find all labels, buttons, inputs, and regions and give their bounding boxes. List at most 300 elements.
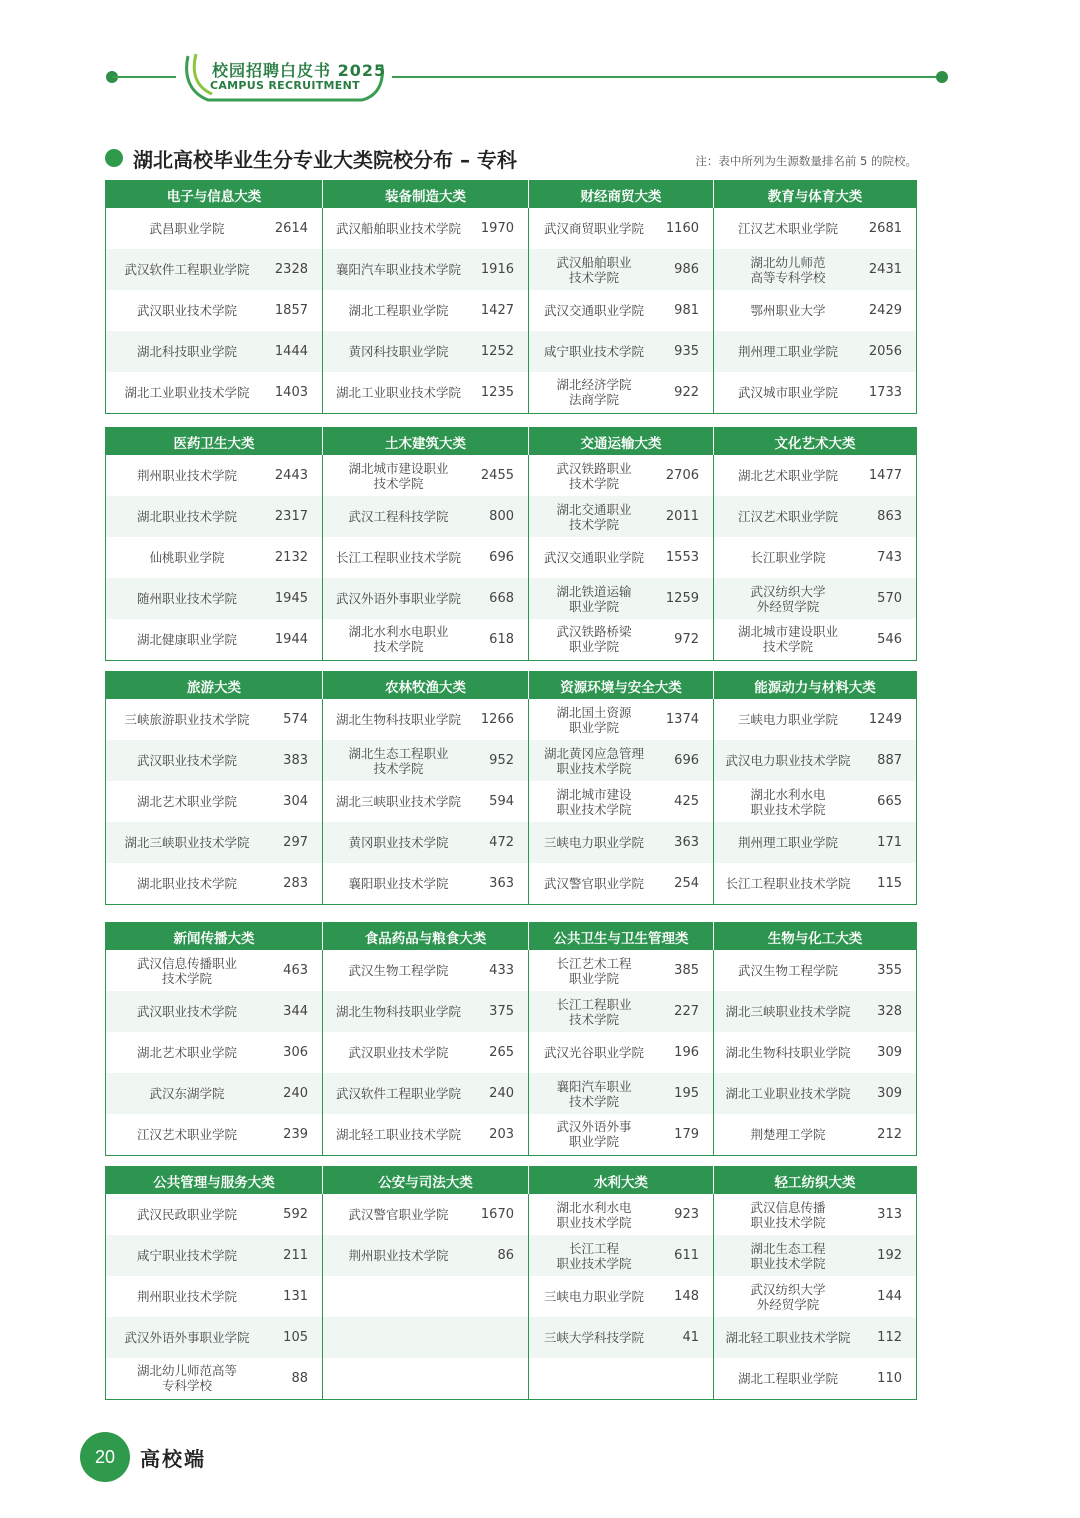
category-header: 装备制造大类 [323,181,529,209]
table-row [106,578,917,619]
graduate-count: 1916 [480,262,514,277]
school-name: 湖北轻工职业技术学院 [725,1330,851,1345]
school-name: 随州职业技术学院 [136,591,237,606]
school-name: 武汉铁路职业 技术学院 [556,460,632,491]
table-row [106,1276,917,1317]
school-cell [323,781,529,822]
category-header: 资源环境与安全大类 [529,672,714,700]
school-name: 湖北经济学院 法商学院 [556,377,632,408]
graduate-count: 1266 [480,712,514,727]
graduate-count: 86 [497,1248,514,1263]
school-cell [529,331,714,372]
school-name: 荆州职业技术学院 [136,1289,237,1304]
table-row [106,1235,917,1276]
category-header: 文化艺术大类 [714,428,917,456]
school-name: 湖北国土资源 职业学院 [556,704,632,735]
table-row [106,290,917,331]
school-cell [714,249,917,290]
school-cell [714,781,917,822]
school-cell [106,208,323,249]
page-title: 湖北高校毕业生分专业大类院校分布 – 专科 [133,148,517,172]
table-row [106,1114,917,1155]
title-bullet-icon [105,149,123,167]
graduate-count: 2011 [665,509,699,524]
school-cell [529,822,714,863]
graduate-count: 2132 [274,550,308,565]
graduate-count: 743 [877,550,902,565]
graduate-count: 265 [489,1045,514,1060]
school-cell [106,1317,323,1358]
graduate-count: 986 [674,262,699,277]
table-row [106,619,917,660]
graduate-count: 363 [674,835,699,850]
school-name: 武汉职业技术学院 [136,303,237,318]
school-cell [529,863,714,904]
school-name: 黄冈科技职业学院 [348,344,449,359]
graduate-count: 433 [489,963,514,978]
school-cell [714,699,917,740]
school-cell [106,1235,323,1276]
table-row [106,372,917,413]
school-cell [714,455,917,496]
school-cell [323,1073,529,1114]
graduate-count: 1160 [665,221,699,236]
category-header: 公安与司法大类 [323,1167,529,1195]
school-cell [714,991,917,1032]
graduate-count: 383 [283,753,308,768]
graduate-count: 1252 [480,344,514,359]
graduate-count: 668 [489,591,514,606]
header-left-line [112,76,176,78]
school-name: 长江工程职业 技术学院 [556,996,632,1027]
category-header: 交通运输大类 [529,428,714,456]
school-cell [529,455,714,496]
graduate-count: 195 [674,1086,699,1101]
page-header [0,0,1080,120]
school-cell [714,950,917,991]
school-cell [714,1032,917,1073]
section-title-row [105,143,917,173]
school-name: 荆楚理工学院 [750,1126,826,1142]
graduate-count: 472 [489,835,514,850]
graduate-count: 618 [489,631,514,647]
school-name: 湖北水利水电 职业技术学院 [750,786,826,817]
school-cell [529,1358,714,1399]
school-name: 湖北工业职业技术学院 [124,384,250,400]
graduate-count: 1857 [274,303,308,318]
school-cell [323,208,529,249]
school-cell [714,822,917,863]
graduate-count: 935 [674,344,699,359]
school-name: 武汉船舶职业 技术学院 [556,254,632,285]
school-name: 湖北艺术职业学院 [136,794,237,809]
school-cell [529,740,714,781]
school-name: 武汉光谷职业学院 [543,1045,644,1060]
school-cell [323,290,529,331]
graduate-count: 594 [489,794,514,809]
school-cell [323,619,529,660]
graduate-count: 88 [291,1370,308,1386]
graduate-count: 328 [877,1004,902,1019]
school-cell [106,1276,323,1317]
graduate-count: 1970 [480,221,514,236]
school-name: 仙桃职业学院 [149,550,225,565]
category-header: 水利大类 [529,1167,714,1195]
graduate-count: 105 [283,1330,308,1345]
school-cell [714,208,917,249]
school-cell [106,822,323,863]
school-cell [529,699,714,740]
table-row [106,455,917,496]
graduate-count: 463 [283,963,308,978]
graduate-count: 131 [283,1289,308,1304]
graduate-count: 1403 [274,384,308,400]
school-name: 湖北工业职业技术学院 [725,1086,851,1101]
table-row [106,208,917,249]
school-cell [714,863,917,904]
school-name: 武汉信息传播 职业技术学院 [750,1199,826,1230]
school-name: 湖北黄冈应急管理 职业技术学院 [543,745,644,776]
graduate-count: 863 [877,509,902,524]
school-name: 湖北工程职业学院 [737,1370,838,1386]
school-cell [106,496,323,537]
graduate-count: 2443 [274,468,308,483]
school-name: 三峡电力职业学院 [543,835,644,850]
school-name: 湖北三峡职业技术学院 [335,794,461,809]
school-cell [714,372,917,413]
category-header: 教育与体育大类 [714,181,917,209]
table-row [106,331,917,372]
school-cell [106,537,323,578]
school-name: 咸宁职业技术学院 [543,344,644,359]
school-cell [529,1235,714,1276]
graduate-count: 1945 [274,591,308,606]
graduate-count: 211 [283,1248,308,1263]
school-name: 武汉警官职业学院 [348,1207,449,1222]
school-cell [529,1276,714,1317]
school-name: 武汉城市职业学院 [737,384,838,400]
category-header: 电子与信息大类 [106,181,323,209]
school-cell [323,578,529,619]
school-cell [323,699,529,740]
school-cell [323,1317,529,1358]
school-cell [714,619,917,660]
school-name: 湖北轻工职业技术学院 [335,1126,461,1142]
school-name: 武汉民政职业学院 [136,1207,237,1222]
table-row [106,950,917,991]
category-header: 医药卫生大类 [106,428,323,456]
school-cell [106,455,323,496]
school-cell [323,1032,529,1073]
school-name: 三峡大学科技学院 [543,1330,644,1345]
school-name: 武汉外语外事 职业学院 [556,1119,632,1150]
school-name: 武汉东湖学院 [149,1086,225,1101]
school-cell [529,496,714,537]
brand-logo [182,52,388,106]
school-name: 荆州职业技术学院 [348,1248,449,1263]
category-table [105,922,917,1156]
category-header: 公共管理与服务大类 [106,1167,323,1195]
school-cell [106,950,323,991]
school-name: 武汉职业技术学院 [136,1004,237,1019]
graduate-count: 696 [674,753,699,768]
graduate-count: 981 [674,303,699,318]
school-cell [106,699,323,740]
graduate-count: 363 [489,875,514,891]
graduate-count: 212 [877,1126,902,1142]
graduate-count: 1733 [868,384,902,400]
school-cell [323,331,529,372]
school-cell [529,208,714,249]
school-cell [323,863,529,904]
graduate-count: 115 [877,875,902,891]
graduate-count: 923 [674,1207,699,1222]
school-cell [323,1235,529,1276]
school-cell [106,1073,323,1114]
table-row [106,863,917,904]
school-cell [529,1073,714,1114]
graduate-count: 972 [674,631,699,647]
graduate-count: 546 [877,631,902,647]
school-name: 湖北城市建设职业 技术学院 [348,460,449,491]
table-row [106,991,917,1032]
school-name: 襄阳汽车职业技术学院 [335,262,461,277]
graduate-count: 240 [283,1086,308,1101]
school-cell [323,249,529,290]
school-name: 襄阳职业技术学院 [348,875,449,891]
school-name: 湖北工业职业技术学院 [335,384,461,400]
school-name: 三峡电力职业学院 [737,712,838,727]
school-cell [106,991,323,1032]
school-name: 长江工程职业技术学院 [725,875,851,891]
school-cell [529,290,714,331]
brand-title-cn: 校园招聘白皮书 2025 [212,61,387,80]
school-cell [714,1194,917,1235]
school-name: 长江工程职业技术学院 [335,550,461,565]
school-name: 武汉职业技术学院 [136,753,237,768]
graduate-count: 887 [877,753,902,768]
graduate-count: 574 [283,712,308,727]
school-name: 湖北工程职业学院 [348,303,449,318]
school-name: 湖北生态工程 职业技术学院 [750,1240,826,1271]
school-name: 咸宁职业技术学院 [136,1248,237,1263]
graduate-count: 1427 [480,303,514,318]
graduate-count: 611 [674,1248,699,1263]
school-name: 荆州职业技术学院 [136,468,237,483]
school-name: 湖北城市建设 职业技术学院 [556,786,632,817]
school-cell [529,1114,714,1155]
school-cell [714,331,917,372]
school-name: 长江工程 职业技术学院 [556,1240,632,1271]
graduate-count: 1374 [665,712,699,727]
category-header: 财经商贸大类 [529,181,714,209]
graduate-count: 196 [674,1045,699,1060]
graduate-count: 2681 [868,221,902,236]
school-name: 武汉交通职业学院 [543,303,644,318]
graduate-count: 375 [489,1004,514,1019]
school-cell [714,496,917,537]
graduate-count: 304 [283,794,308,809]
school-name: 湖北生态工程职业 技术学院 [348,745,449,776]
school-cell [106,740,323,781]
graduate-count: 355 [877,963,902,978]
school-name: 武汉交通职业学院 [543,550,644,565]
graduate-count: 1553 [665,550,699,565]
school-cell [106,619,323,660]
category-table [105,427,917,661]
graduate-count: 179 [674,1126,699,1142]
school-cell [714,290,917,331]
page-number: 20 [80,1432,130,1482]
school-cell [106,1194,323,1235]
graduate-count: 1477 [868,468,902,483]
school-cell [323,991,529,1032]
school-name: 湖北幼儿师范 高等专科学校 [750,254,826,285]
school-name: 武汉软件工程职业学院 [124,262,250,277]
school-name: 长江职业学院 [750,550,826,565]
school-cell [106,781,323,822]
school-name: 武汉信息传播职业 技术学院 [136,955,237,986]
table-row [106,537,917,578]
table-row [106,699,917,740]
school-name: 武汉外语外事职业学院 [335,591,461,606]
category-table [105,180,917,414]
graduate-count: 313 [877,1207,902,1222]
school-name: 湖北水利水电职业 技术学院 [348,624,449,655]
graduate-count: 240 [489,1086,514,1101]
graduate-count: 952 [489,753,514,768]
school-cell [106,290,323,331]
table-row [106,1032,917,1073]
graduate-count: 2614 [274,221,308,236]
category-header: 生物与化工大类 [714,923,917,951]
graduate-count: 227 [674,1004,699,1019]
school-name: 鄂州职业大学 [750,303,826,318]
school-name: 江汉艺术职业学院 [737,509,838,524]
school-name: 三峡电力职业学院 [543,1289,644,1304]
graduate-count: 2706 [665,468,699,483]
school-name: 湖北健康职业学院 [136,631,237,647]
school-name: 黄冈职业技术学院 [348,835,449,850]
graduate-count: 297 [283,835,308,850]
school-name: 湖北生物科技职业学院 [725,1045,851,1060]
school-cell [714,1276,917,1317]
school-name: 湖北城市建设职业 技术学院 [737,624,838,655]
school-name: 湖北职业技术学院 [136,875,237,891]
school-name: 湖北艺术职业学院 [737,468,838,483]
school-cell [106,331,323,372]
school-cell [106,1114,323,1155]
school-cell [714,537,917,578]
school-name: 湖北三峡职业技术学院 [124,835,250,850]
school-name: 武汉商贸职业学院 [543,221,644,236]
graduate-count: 385 [674,963,699,978]
school-name: 湖北科技职业学院 [136,344,237,359]
school-cell [714,1235,917,1276]
graduate-count: 171 [877,835,902,850]
category-header: 旅游大类 [106,672,323,700]
school-name: 三峡旅游职业技术学院 [124,712,250,727]
school-cell [106,863,323,904]
school-cell [714,1317,917,1358]
school-cell [529,1317,714,1358]
category-header: 公共卫生与卫生管理类 [529,923,714,951]
table-row [106,1194,917,1235]
category-header: 土木建筑大类 [323,428,529,456]
graduate-count: 203 [489,1126,514,1142]
school-name: 武汉软件工程职业学院 [335,1086,461,1101]
school-name: 荆州理工职业学院 [737,344,838,359]
table-row [106,740,917,781]
school-cell [323,822,529,863]
table-note: 注：表中所列为生源数量排名前 5 的院校。 [695,154,917,168]
school-name: 湖北生物科技职业学院 [335,712,461,727]
school-name: 湖北职业技术学院 [136,509,237,524]
graduate-count: 144 [877,1289,902,1304]
school-cell [106,1032,323,1073]
category-header: 轻工纺织大类 [714,1167,917,1195]
graduate-count: 41 [682,1330,699,1345]
school-cell [529,537,714,578]
header-right-dot [936,71,948,83]
graduate-count: 148 [674,1289,699,1304]
school-cell [106,1358,323,1399]
school-name: 武汉纺织大学 外经贸学院 [750,583,826,614]
school-cell [714,1073,917,1114]
school-cell [323,496,529,537]
school-cell [714,578,917,619]
graduate-count: 2328 [274,262,308,277]
category-table [105,671,917,905]
table-row [106,781,917,822]
school-name: 武昌职业学院 [149,221,225,236]
brand-title-en: CAMPUS RECRUITMENT [210,79,360,92]
school-name: 荆州理工职业学院 [737,835,838,850]
school-name: 武汉铁路桥梁 职业学院 [556,624,632,655]
school-name: 武汉警官职业学院 [543,875,644,891]
table-row [106,249,917,290]
category-header: 农林牧渔大类 [323,672,529,700]
school-cell [529,619,714,660]
graduate-count: 922 [674,384,699,400]
school-cell [529,991,714,1032]
graduate-count: 2317 [274,509,308,524]
school-name: 武汉纺织大学 外经贸学院 [750,1281,826,1312]
school-cell [106,372,323,413]
graduate-count: 112 [877,1330,902,1345]
graduate-count: 2455 [480,468,514,483]
table-row [106,496,917,537]
category-table [105,1166,917,1400]
graduate-count: 2431 [868,262,902,277]
school-cell [323,740,529,781]
school-name: 湖北铁道运输 职业学院 [556,583,632,614]
school-cell [529,1032,714,1073]
school-name: 湖北水利水电 职业技术学院 [556,1199,632,1230]
header-right-line [392,76,940,78]
graduate-count: 592 [283,1207,308,1222]
table-row [106,1317,917,1358]
graduate-count: 665 [877,794,902,809]
school-cell [714,740,917,781]
graduate-count: 306 [283,1045,308,1060]
school-cell [529,950,714,991]
school-name: 武汉外语外事职业学院 [124,1330,250,1345]
graduate-count: 110 [877,1370,902,1386]
school-cell [323,537,529,578]
graduate-count: 239 [283,1126,308,1142]
graduate-count: 309 [877,1045,902,1060]
